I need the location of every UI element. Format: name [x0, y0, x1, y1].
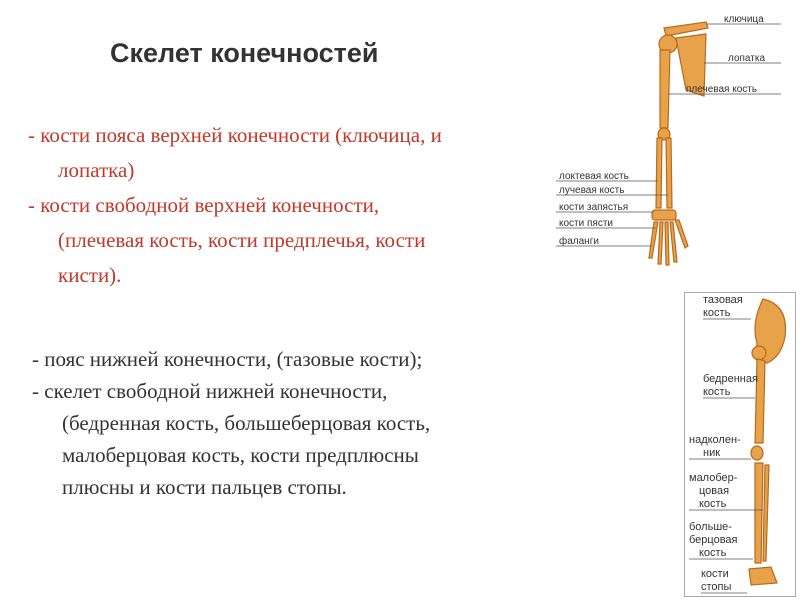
upper-limb-list: [28, 118, 558, 293]
label-ulna: локтевая кость: [559, 171, 629, 182]
label-metacarpals: кости пясти: [559, 218, 613, 229]
label-clavicle: ключица: [724, 14, 764, 25]
leg-skeleton-frame: [684, 292, 796, 597]
list-item-text: малоберцовая кость, кости предплюсны: [62, 443, 419, 467]
label-fibula: малобер-: [689, 472, 738, 484]
label-tibia: больше-: [689, 521, 732, 533]
list-item-text: - кости пояса верхней конечности (ключица, и: [28, 123, 442, 147]
label-fibula: кость: [699, 498, 727, 510]
label-scapula: лопатка: [728, 53, 766, 64]
list-item-text: кисти).: [58, 263, 122, 287]
lower-limb-list: [32, 343, 512, 503]
label-humerus: плечевая кость: [686, 84, 758, 95]
label-fibula: цовая: [699, 485, 730, 497]
label-foot: кости: [701, 568, 729, 580]
list-item-text: - скелет свободной нижней конечности,: [32, 379, 388, 403]
label-femur: бедренная: [703, 373, 758, 385]
label-foot: стопы: [701, 581, 732, 593]
label-patella: надколен-: [689, 434, 741, 446]
list-item-text: (плечевая кость, кости предплечья, кости: [58, 228, 426, 252]
label-pelvis: кость: [703, 307, 731, 319]
list-item-text: (бедренная кость, большеберцовая кость,: [62, 411, 431, 435]
list-item: [28, 118, 558, 188]
arm-skeleton-figure: [556, 8, 786, 268]
label-tibia: кость: [699, 547, 727, 559]
label-carpals: кости запястья: [559, 202, 629, 213]
slide-title: Скелет конечностей: [110, 38, 379, 68]
leg-bones-illustration: [749, 299, 786, 585]
label-femur: кость: [703, 386, 731, 398]
label-radius: лучевая кость: [559, 185, 625, 196]
list-item-text: плюсны и кости пальцев стопы.: [62, 475, 347, 499]
label-phalanges: фаланги: [559, 236, 599, 247]
arm-bones-illustration: [649, 22, 708, 265]
list-item-text: лопатка): [58, 158, 135, 182]
label-tibia: берцовая: [689, 534, 738, 546]
leg-skeleton-figure: [685, 293, 795, 596]
list-item: [32, 343, 512, 375]
label-patella: ник: [703, 447, 721, 459]
list-item-text: - кости свободной верхней конечности,: [28, 193, 380, 217]
list-item-text: - пояс нижней конечности, (тазовые кости);: [32, 347, 423, 371]
list-item: [28, 188, 558, 293]
label-pelvis: тазовая: [703, 294, 743, 306]
list-item: [32, 375, 512, 503]
